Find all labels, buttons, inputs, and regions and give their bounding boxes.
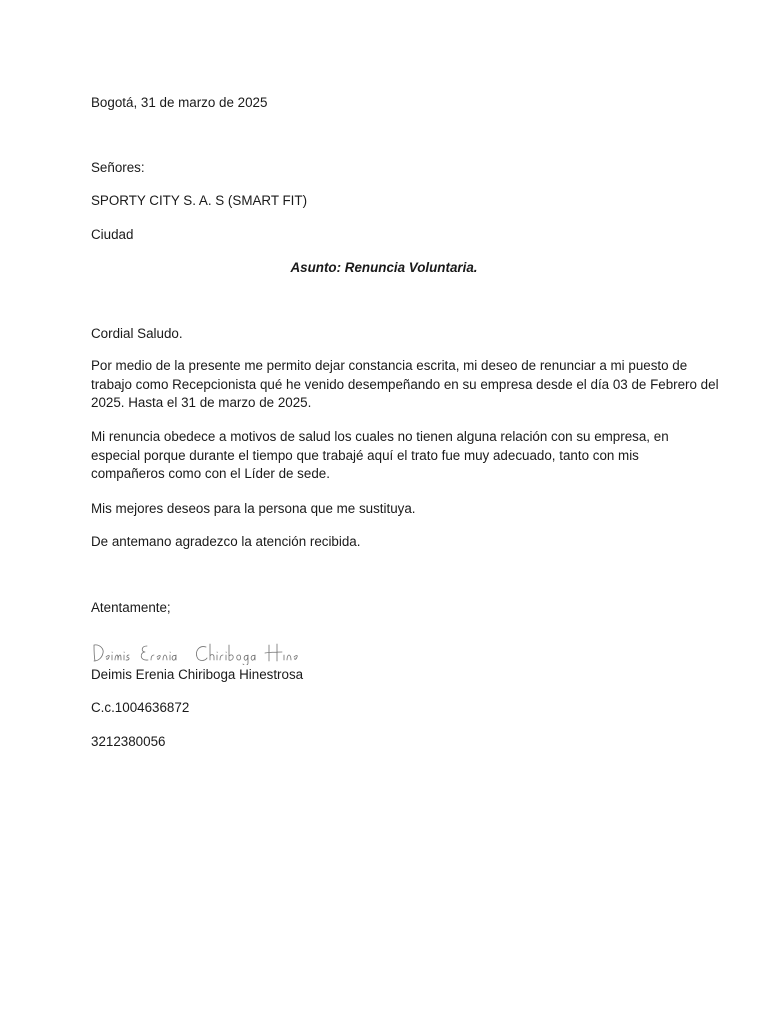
closing: Atentamente; — [91, 600, 171, 615]
paragraph-line: Mi renuncia obedece a motivos de salud los cuales no tienen alguna relación con su empresa, en — [91, 429, 669, 444]
paragraph-line: compañeros como con el Líder de sede. — [91, 466, 330, 482]
paragraph-thanks: De antemano agradezco la atención recibida. — [91, 534, 361, 549]
paragraph-reasons — [91, 428, 691, 484]
recipient-salutation: Señores: — [91, 160, 145, 175]
paragraph-line: trabajo como Recepcionista qué he venido desempeñando en su empresa desde el día 03 de Febrero del — [91, 376, 719, 392]
paragraph-line: especial porque durante el tiempo que trabajé aquí el trato fue muy adecuado, tanto con mis — [91, 447, 639, 463]
letter-subject: Asunto: Renuncia Voluntaria. — [290, 260, 478, 275]
recipient-city: Ciudad — [91, 227, 134, 242]
signer-name: Deimis Erenia Chiriboga Hinestrosa — [91, 667, 304, 682]
handwritten-signature — [91, 641, 301, 665]
paragraph-wishes: Mis mejores deseos para la persona que me sustituya. — [91, 501, 416, 516]
paragraph-line: Por medio de la presente me permito dejar constancia escrita, mi deseo de renunciar a mi puesto de — [91, 358, 688, 373]
greeting: Cordial Saludo. — [91, 326, 183, 341]
recipient-company: SPORTY CITY S. A. S (SMART FIT) — [91, 193, 308, 208]
place-date: Bogotá, 31 de marzo de 2025 — [91, 95, 268, 110]
paragraph-resignation — [91, 357, 719, 413]
paragraph-line: 2025. Hasta el 31 de marzo de 2025. — [91, 395, 312, 411]
signer-phone: 3212380056 — [91, 734, 166, 749]
signer-id: C.c.1004636872 — [91, 700, 190, 715]
